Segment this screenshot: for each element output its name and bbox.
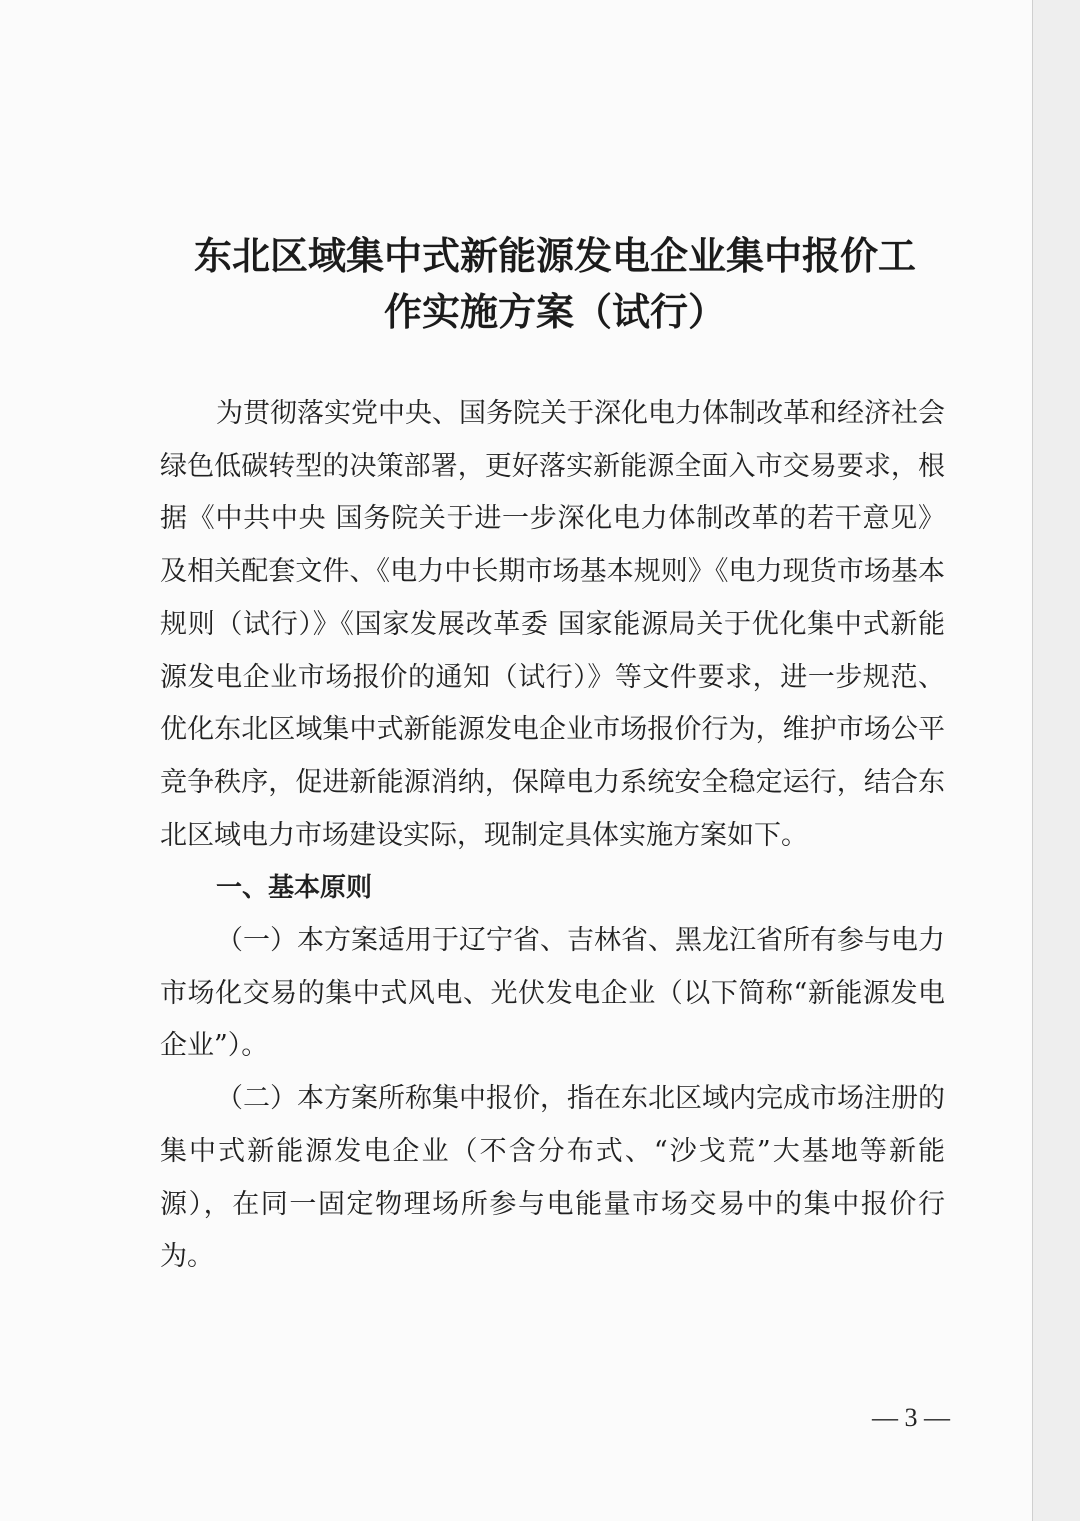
section-item-2: （二）本方案所称集中报价，指在东北区域内完成市场注册的集中式新能源发电企业（不含分布式、“沙戈荒”大基地等新能源），在同一固定物理场所参与电能量市场交易中的集中报价行为。 [160, 1083, 945, 1273]
section-item-1: （一）本方案适用于辽宁省、吉林省、黑龙江省所有参与电力市场化交易的集中式风电、光伏发电企业（以下简称“新能源发电企业”）。 [160, 925, 945, 1062]
intro-paragraph: 为贯彻落实党中央、国务院关于深化电力体制改革和经济社会绿色低碳转型的决策部署，更好落实新能源全面入市交易要求，根据《中共中央 国务院关于进一步深化电力体制改革的若干意见》及相关配套文件、《电力中长期市场基本规则》《电力现货市场基本规则（试行）》《国家发展改革委 国家能源局关于优化集中式新能源发电企业市场报价的通知（试行）》等文件要求，进一步规范、优化东北区域集中式新能源发电企业市场报价行为，维护市场公平竞争秩序，促进新能源消纳，保障电力系统安全稳定运行，结合东北区域电力市场建设实际，现制定具体实施方案如下。 [160, 398, 945, 851]
page-edge-margin [1033, 0, 1080, 1521]
page-number: — 3 — [872, 1403, 950, 1432]
section-heading-basic-principles: 一、基本原则 [216, 873, 373, 904]
title-line-1: 东北区域集中式新能源发电企业集中报价工 [193, 233, 916, 278]
document-title [160, 228, 950, 340]
title-line-2: 作实施方案（试行） [383, 289, 726, 334]
document-body [160, 388, 945, 1284]
